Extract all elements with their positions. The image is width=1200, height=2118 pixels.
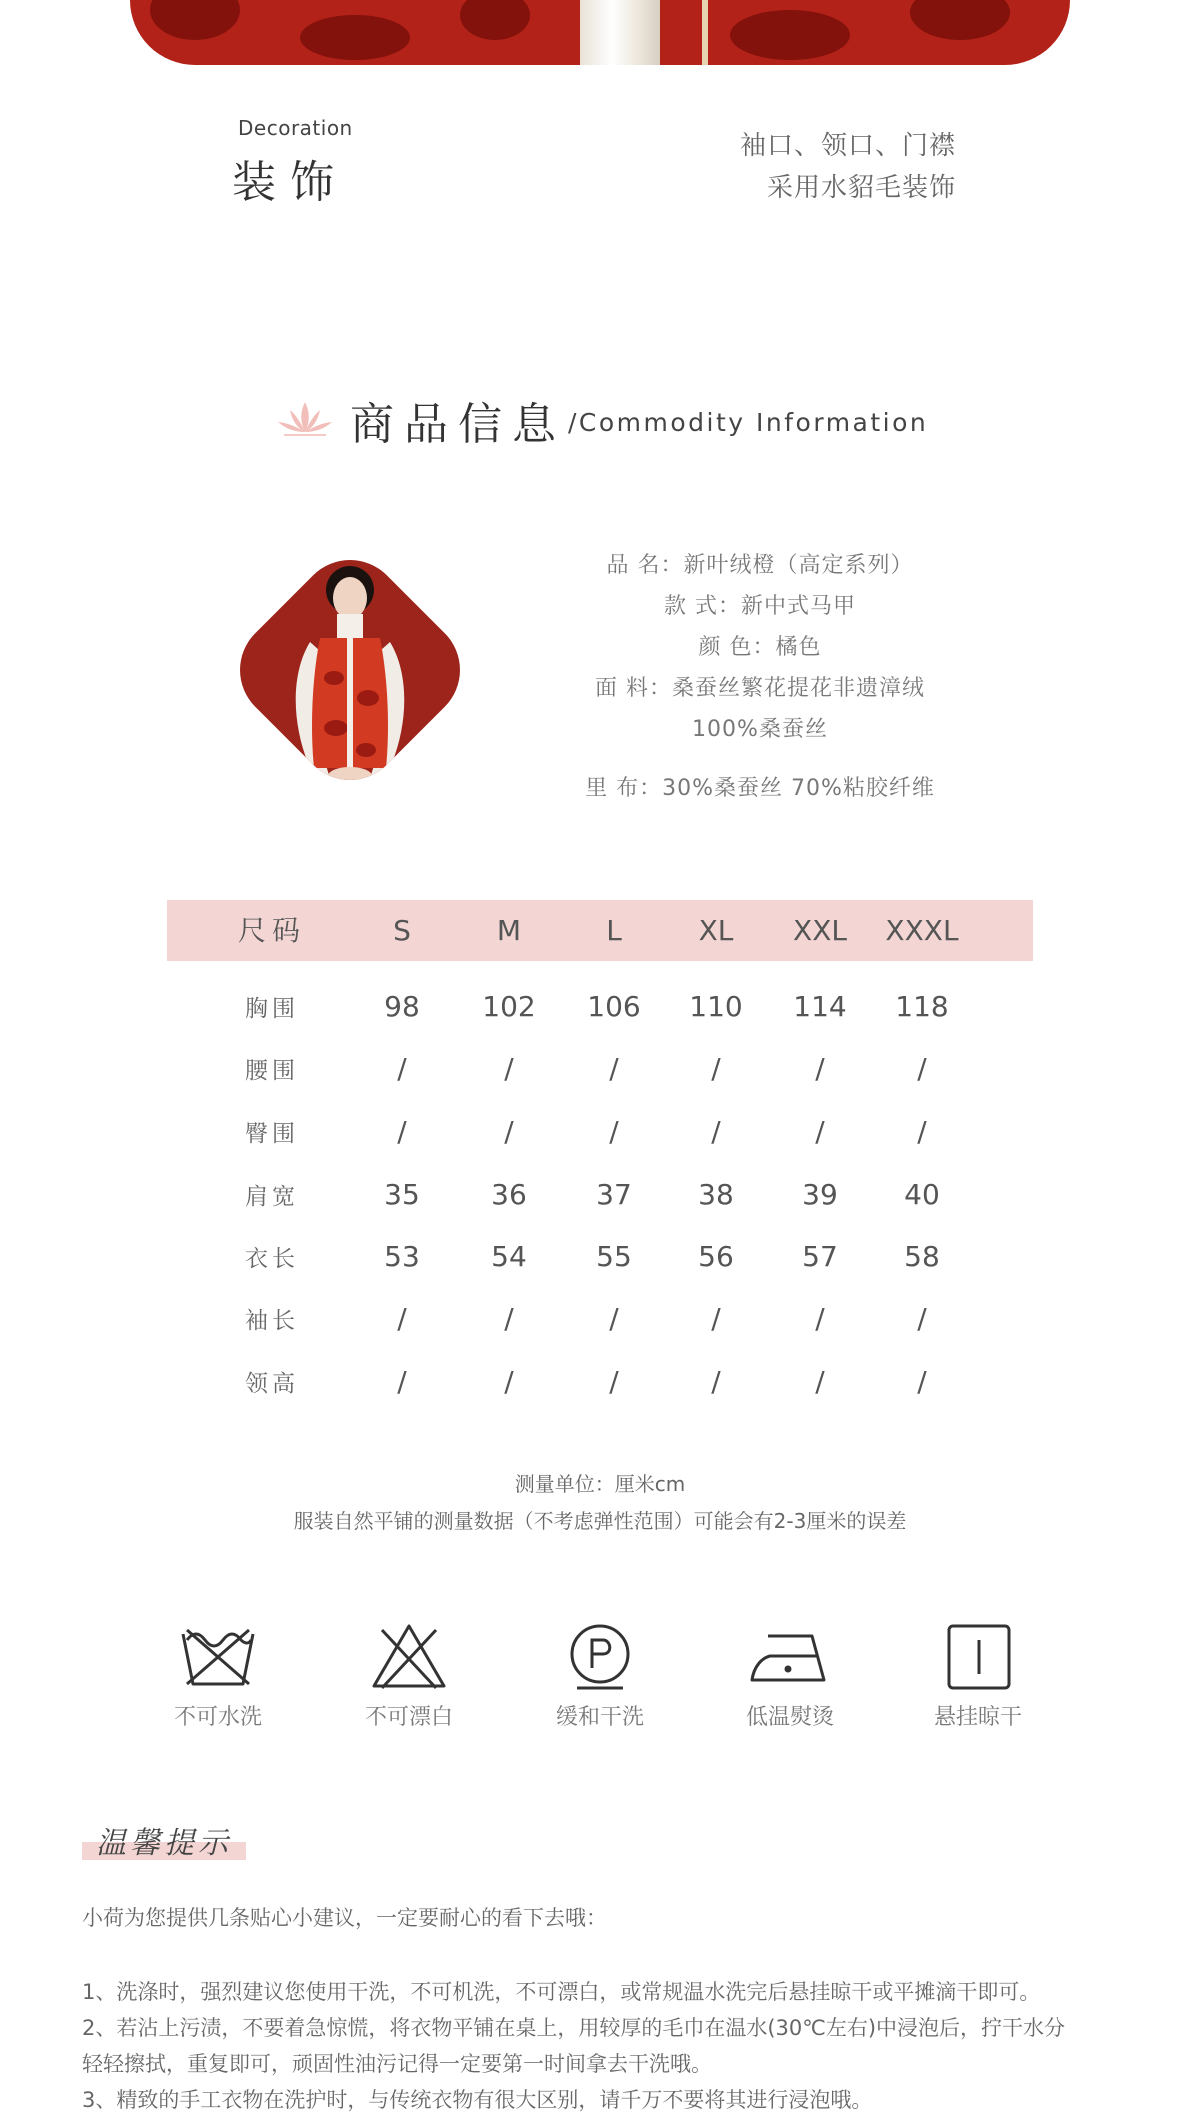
size-cell: / [815,1302,825,1335]
size-cell: / [609,1115,619,1148]
size-cell: 102 [482,990,536,1023]
size-cell: / [815,1052,825,1085]
product-lining: 里 布：30%桑蚕丝 70%粘胶纤维 [585,776,935,801]
low-iron-icon [748,1622,832,1692]
size-cell: / [815,1365,825,1398]
care-label: 低温熨烫 [745,1705,834,1730]
top-banner-photo [130,0,1070,65]
lotus-icon [276,398,334,438]
tip-item: 3、精致的手工衣物在洗护时，与传统衣物有很大区别，请千万不要将其进行浸泡哦。 [82,2088,873,2112]
size-cell: 36 [491,1178,527,1211]
size-cell: / [397,1302,407,1335]
decoration-description [740,125,956,209]
size-cell: / [609,1302,619,1335]
size-cell: 118 [895,990,949,1023]
size-cell: 35 [384,1178,420,1211]
size-cell: 53 [384,1240,420,1273]
size-row-label: 腰围 [245,1058,299,1084]
size-cell: / [917,1365,927,1398]
size-col-header: L [606,914,622,947]
tip-item: 轻轻擦拭，重复即可，顽固性油污记得一定要第一时间拿去干洗哦。 [82,2052,712,2076]
size-cell: / [711,1115,721,1148]
size-col-header: M [496,914,522,947]
measure-unit: 测量单位：厘米cm [514,1472,686,1496]
size-cell: / [711,1302,721,1335]
care-label: 不可水洗 [173,1705,262,1730]
size-row-label: 领高 [245,1371,299,1397]
size-row-label: 臀围 [245,1121,299,1147]
product-name: 品 名：新叶绒橙（高定系列） [606,553,914,578]
care-no-bleach [344,1622,474,1731]
tip-item: 1、洗涤时，强烈建议您使用干洗，不可机洗，不可漂白，或常规温水洗完后悬挂晾干或平摊滴干即可。 [82,1980,1041,2004]
decoration-title-en: Decoration [238,116,353,140]
size-cell: / [397,1052,407,1085]
size-cell: / [504,1365,514,1398]
no-wash-icon [179,1622,257,1692]
product-color: 颜 色：橘色 [698,635,822,660]
size-cell: / [609,1365,619,1398]
gentle-dry-clean-icon [561,1622,639,1692]
product-photo [218,538,482,802]
no-bleach-icon [370,1622,448,1692]
decoration-desc-line: 袖口、领口、门襟 [739,131,956,161]
product-style: 款 式：新中式马甲 [664,594,856,619]
size-cell: 37 [596,1178,632,1211]
size-cell: / [917,1052,927,1085]
measure-note: 服装自然平铺的测量数据（不考虑弹性范围）可能会有2-3厘米的误差 [293,1509,907,1533]
size-col-header: XXXL [885,914,959,947]
size-row-label: 胸围 [245,996,299,1022]
size-cell: / [711,1052,721,1085]
care-low-iron [725,1622,855,1731]
size-cell: / [504,1052,514,1085]
decoration-desc-line: 采用水貂毛装饰 [766,173,956,203]
size-cell: 114 [793,990,847,1023]
care-label: 不可漂白 [364,1705,453,1730]
size-cell: 106 [587,990,641,1023]
size-cell: / [397,1115,407,1148]
product-info [560,545,960,809]
tips-intro: 小荷为您提供几条贴心小建议，一定要耐心的看下去哦： [82,1906,607,1930]
size-cell: / [397,1365,407,1398]
size-cell: / [917,1302,927,1335]
product-fabric-composition: 100%桑蚕丝 [692,717,828,742]
size-header-label: 尺码 [237,914,306,947]
size-col-header: S [393,914,411,947]
size-col-header: XL [698,914,734,947]
size-cell: / [917,1115,927,1148]
size-row-label: 肩宽 [245,1184,299,1210]
size-cell: 54 [491,1240,527,1273]
commodity-title-en: /Commodity Information [568,408,929,437]
care-no-wash [153,1622,283,1731]
commodity-title-cn: 商品信息 [350,399,566,450]
care-label: 缓和干洗 [555,1705,644,1730]
hang-dry-icon [939,1622,1017,1692]
size-cell: 58 [904,1240,940,1273]
size-cell: / [504,1302,514,1335]
size-cell: / [711,1365,721,1398]
size-cell: / [815,1115,825,1148]
size-cell: / [504,1115,514,1148]
care-gentle-dry-clean [535,1622,665,1731]
size-cell: 110 [689,990,743,1023]
size-row-label: 衣长 [245,1246,299,1272]
care-hang-dry [913,1622,1043,1731]
size-cell: 56 [698,1240,734,1273]
size-cell: / [609,1052,619,1085]
size-row-label: 袖长 [245,1308,299,1334]
size-cell: 57 [802,1240,838,1273]
decoration-title-cn: 装饰 [232,157,348,208]
size-cell: 39 [802,1178,838,1211]
size-cell: 40 [904,1178,940,1211]
size-cell: 98 [384,990,420,1023]
tips-title: 温馨提示 [96,1826,232,1861]
size-cell: 38 [698,1178,734,1211]
care-label: 悬挂晾干 [933,1705,1022,1730]
size-cell: 55 [596,1240,632,1273]
tip-item: 2、若沾上污渍，不要着急惊慌，将衣物平铺在桌上，用较厚的毛巾在温水(30℃左右)中浸泡后，拧干水分 [82,2016,1066,2040]
size-col-header: XXL [793,914,847,947]
product-fabric: 面 料：桑蚕丝繁花提花非遗漳绒 [595,676,925,701]
